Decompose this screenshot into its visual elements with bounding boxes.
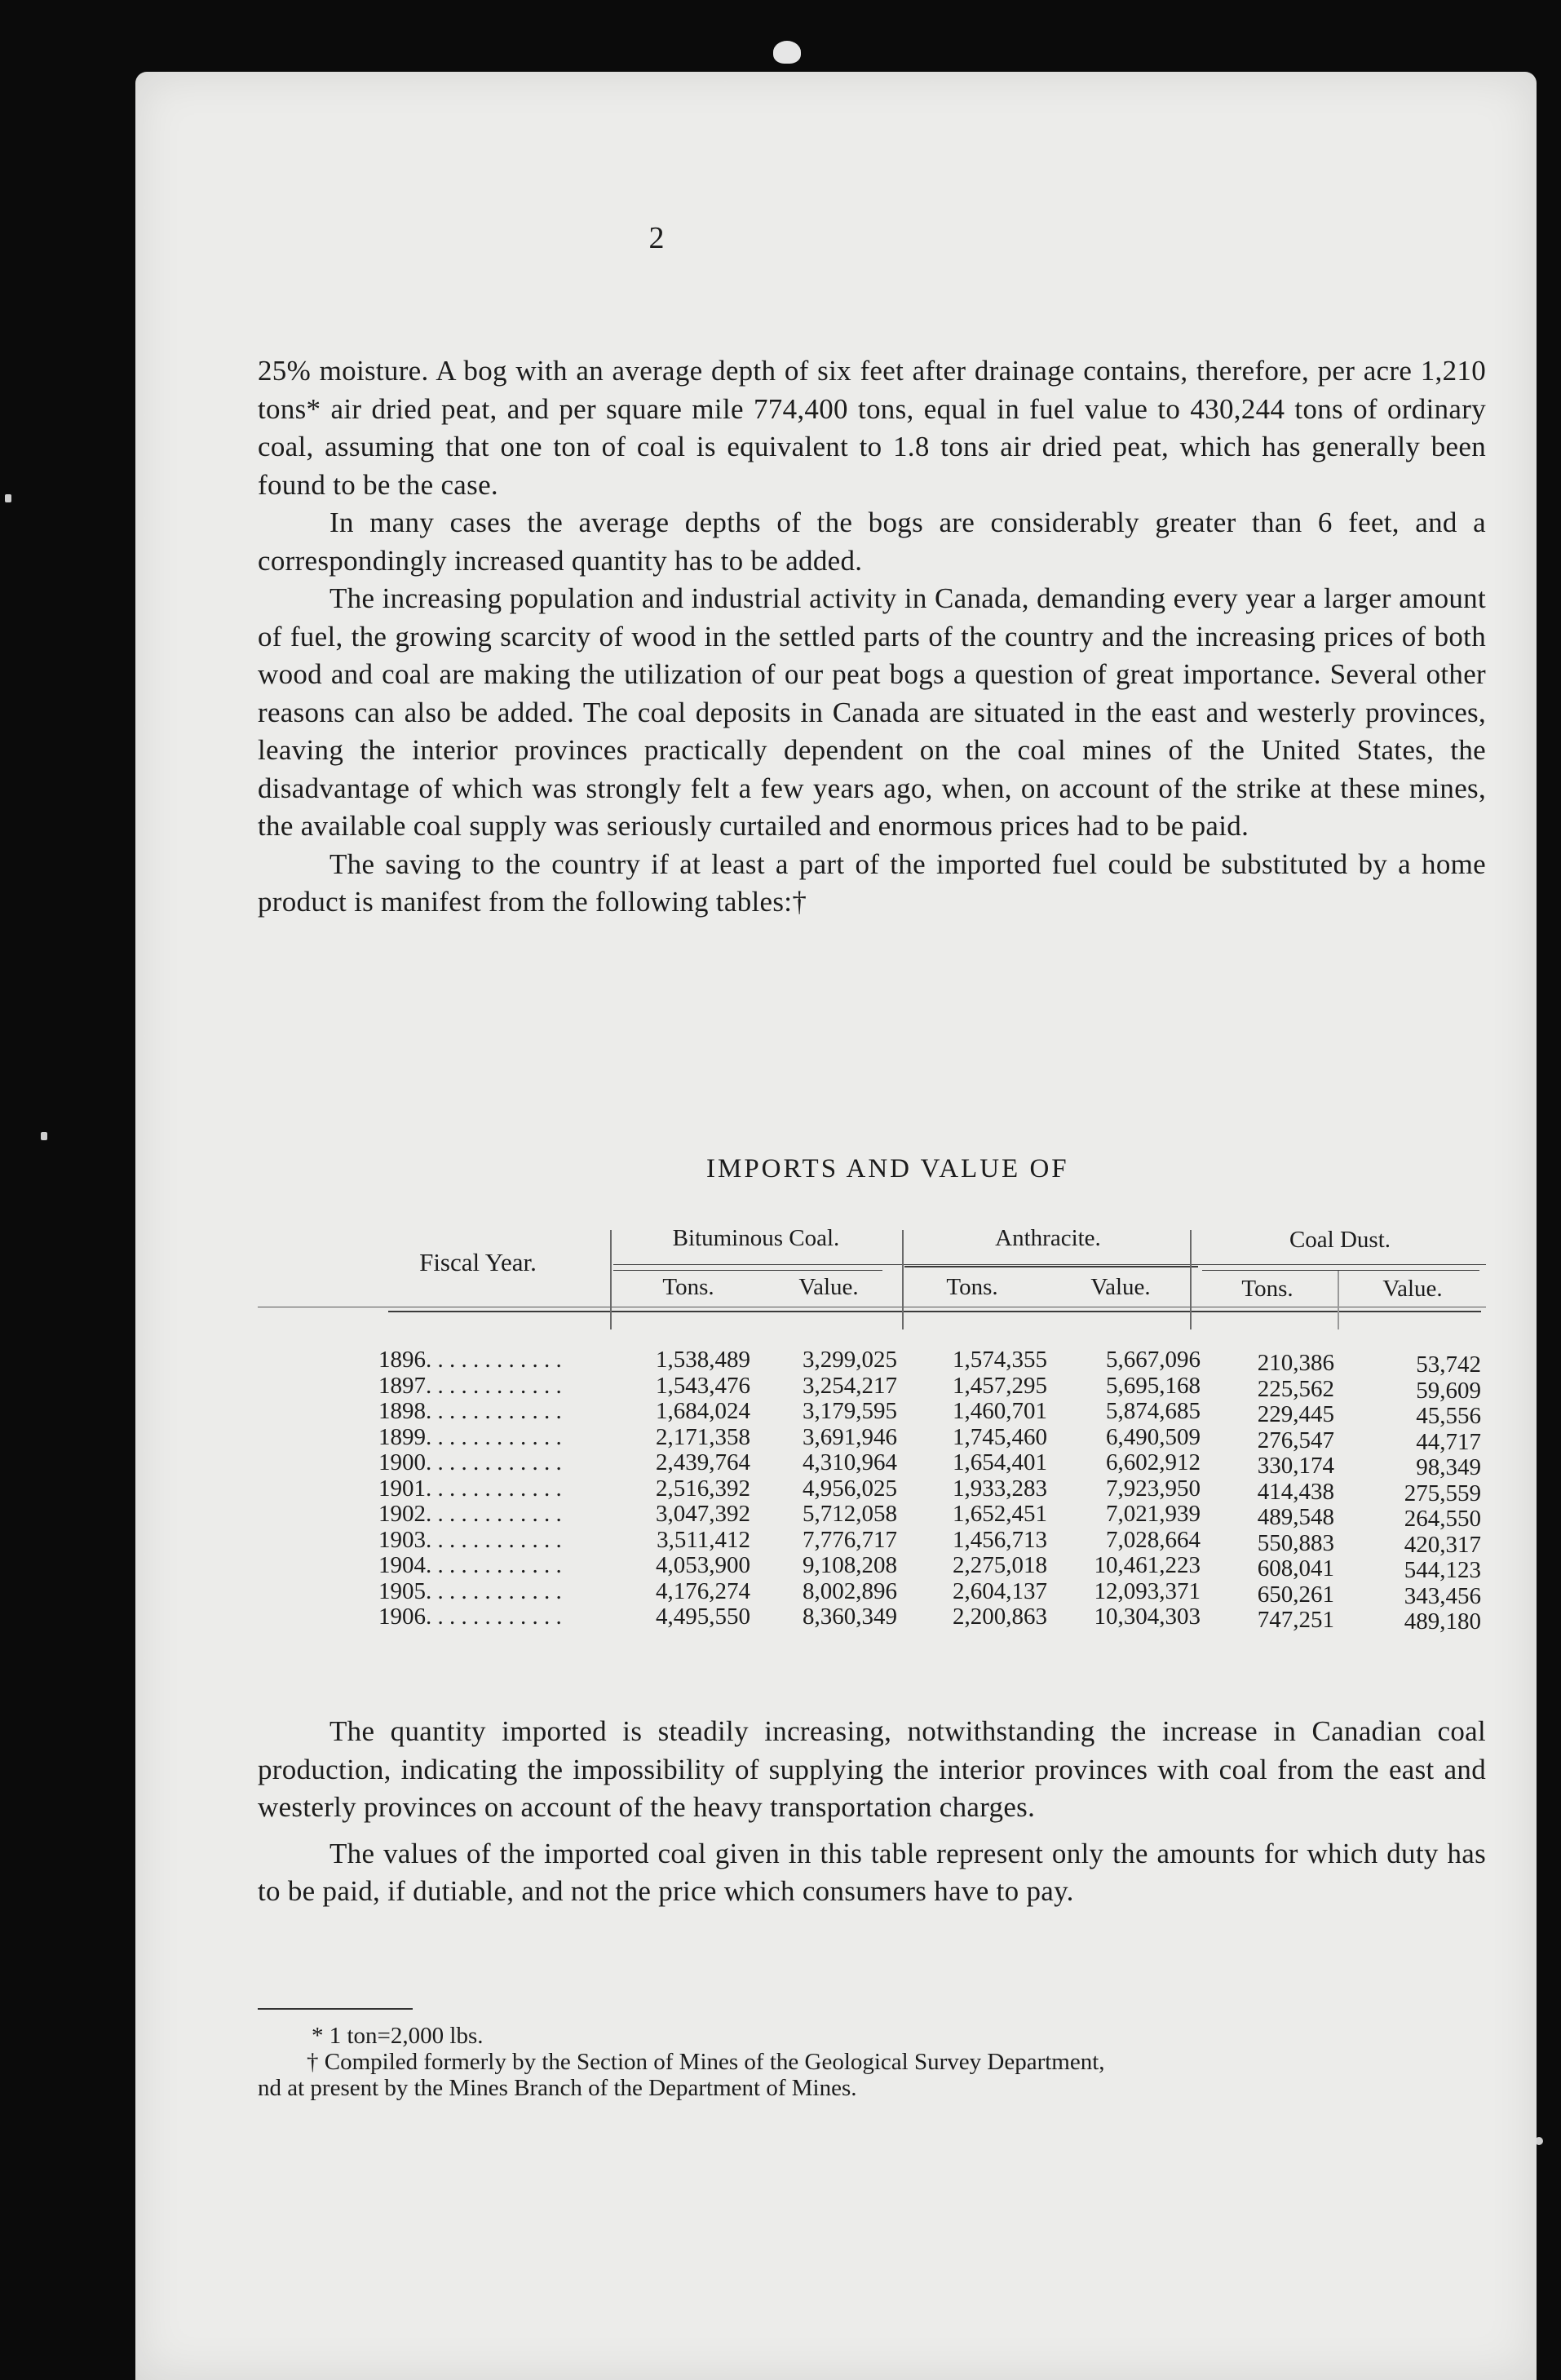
table-cell: 3,254,217: [803, 1372, 897, 1399]
table-cell: 544,123: [1404, 1557, 1481, 1583]
table-cell: 414,438: [1257, 1478, 1334, 1505]
imports-table: [258, 1215, 1486, 1656]
group-header-coal-dust: Coal Dust.: [1289, 1227, 1391, 1253]
table-cell: 1,538,489: [656, 1347, 750, 1373]
table-cell: 4,495,550: [656, 1604, 750, 1630]
table-cell: 343,456: [1404, 1582, 1481, 1609]
subheader-coal-dust-value: Value.: [1382, 1276, 1443, 1302]
table-cell: 8,360,349: [803, 1604, 897, 1630]
table-cell: 3,691,946: [803, 1423, 897, 1450]
table-cell: 8,002,896: [803, 1577, 897, 1604]
table-cell: 10,304,303: [1094, 1604, 1201, 1630]
table-cell: 275,559: [1404, 1480, 1481, 1506]
table-rule: [1202, 1270, 1479, 1271]
footnote-ton: * 1 ton=2,000 lbs.: [312, 2023, 484, 2049]
year-cell: 1899. . . . . . . . . . . .: [378, 1423, 562, 1450]
table-cell: 2,439,764: [656, 1449, 750, 1475]
column-divider: [610, 1230, 612, 1329]
table-cell: 1,684,024: [656, 1398, 750, 1424]
year-cell: 1904. . . . . . . . . . . .: [378, 1552, 562, 1578]
year-cell: 1903. . . . . . . . . . . .: [378, 1526, 562, 1553]
table-cell: 7,923,950: [1106, 1475, 1201, 1502]
table-cell: 1,654,401: [953, 1449, 1047, 1475]
table-cell: 330,174: [1257, 1453, 1334, 1479]
footnote-divider: [258, 2008, 413, 2010]
table-cell: 4,956,025: [803, 1475, 897, 1502]
table-cell: 44,717: [1416, 1428, 1481, 1455]
table-cell: 1,745,460: [953, 1423, 1047, 1450]
table-cell: 5,712,058: [803, 1501, 897, 1527]
table-cell: 6,602,912: [1106, 1449, 1201, 1475]
table-cell: 59,609: [1416, 1377, 1481, 1404]
table-rule: [904, 1266, 1198, 1267]
coal-dust-tons-column: [1204, 1351, 1334, 1634]
film-hole-mark: [773, 41, 801, 64]
table-cell: 6,490,509: [1106, 1423, 1201, 1450]
table-cell: 1,574,355: [953, 1347, 1047, 1373]
table-cell: 5,695,168: [1106, 1372, 1201, 1399]
table-cell: 3,511,412: [657, 1526, 750, 1553]
anthracite-value-column: [1049, 1347, 1201, 1630]
table-cell: 1,457,295: [953, 1372, 1047, 1399]
table-cell: 2,516,392: [656, 1475, 750, 1502]
footnotes: [258, 2023, 1486, 2101]
table-cell: 7,776,717: [803, 1526, 897, 1553]
table-cell: 264,550: [1404, 1506, 1481, 1532]
paragraph: The increasing population and industrial activity in Canada, demanding every year a larger amount of fuel, the growing scarcity of wood in the settled parts of the country and the increasing prices of both wood and coal are making the utilization of our peat bogs a question of great importance. Several other reasons can also be added. The coal deposits in Canada are situated in the east and westerly provinces, leaving the interior provinces practically dependent on the coal mines of the United States, the disadvantage of which was strongly felt a few years ago, when, on account of the strike at these mines, the available coal supply was seriously curtailed and enormous prices had to be paid.: [258, 582, 1486, 842]
table-cell: 9,108,208: [803, 1552, 897, 1578]
table-cell: 489,548: [1257, 1504, 1334, 1530]
year-cell: 1898. . . . . . . . . . . .: [378, 1398, 562, 1424]
subheader-anthracite-value: Value.: [1090, 1274, 1151, 1300]
table-cell: 45,556: [1416, 1403, 1481, 1429]
table-cell: 2,604,137: [953, 1577, 1047, 1604]
table-cell: 225,562: [1257, 1375, 1334, 1402]
year-cell: 1900. . . . . . . . . . . .: [378, 1449, 562, 1475]
table-cell: 3,299,025: [803, 1347, 897, 1373]
anthracite-tons-column: [900, 1347, 1047, 1630]
margin-speck: [5, 494, 11, 502]
table-cell: 1,456,713: [953, 1526, 1047, 1553]
body-text-bottom: [258, 1713, 1486, 1911]
year-cell: 1902. . . . . . . . . . . .: [378, 1501, 562, 1527]
table-cell: 420,317: [1404, 1531, 1481, 1558]
table-cell: 98,349: [1416, 1454, 1481, 1480]
paragraph: 25% moisture. A bog with an average depth of six feet after drainage contains, therefore, per acre 1,210 tons* air dried peat, and per square mile 774,400 tons, equal in fuel value to 430,244 tons of ordinary coal, assuming that one ton of coal is equivalent to 1.8 tons air dried peat, which has generally been found to be the case.: [258, 355, 1486, 501]
table-cell: 550,883: [1257, 1529, 1334, 1556]
table-cell: 12,093,371: [1094, 1577, 1201, 1604]
table-cell: 650,261: [1257, 1581, 1334, 1608]
table-cell: 53,742: [1416, 1351, 1481, 1378]
table-cell: 4,053,900: [656, 1552, 750, 1578]
table-cell: 210,386: [1257, 1350, 1334, 1376]
subheader-coal-dust-tons: Tons.: [1241, 1276, 1293, 1302]
footnote-source: † Compiled formerly by the Section of Mines of the Geological Survey Department,: [307, 2049, 1105, 2075]
table-cell: 608,041: [1257, 1555, 1334, 1582]
paragraph: The saving to the country if at least a part of the imported fuel could be substituted by a home product is manifest from the following tables:†: [258, 847, 1486, 918]
table-cell: 1,652,451: [953, 1501, 1047, 1527]
year-cell: 1901. . . . . . . . . . . .: [378, 1475, 562, 1502]
table-cell: 10,461,223: [1094, 1552, 1201, 1578]
table-cell: 7,028,664: [1106, 1526, 1201, 1553]
bituminous-value-column: [752, 1347, 897, 1630]
fiscal-year-header: Fiscal Year.: [419, 1248, 537, 1276]
table-cell: 747,251: [1257, 1607, 1334, 1633]
table-rule: [613, 1264, 1486, 1265]
group-header-bituminous: Bituminous Coal.: [672, 1225, 840, 1251]
table-cell: 2,171,358: [656, 1423, 750, 1450]
paragraph: The quantity imported is steadily increasing, notwithstanding the increase in Canadian coal production, indicating the impossibility of supplying the interior provinces with coal from the east and westerly provinces on account of the heavy transportation charges.: [258, 1715, 1486, 1823]
table-cell: 1,460,701: [953, 1398, 1047, 1424]
subheader-bituminous-tons: Tons.: [662, 1274, 714, 1300]
table-cell: 1,933,283: [953, 1475, 1047, 1502]
paragraph: In many cases the average depths of the bogs are considerably greater than 6 feet, and a correspondingly increased quantity has to be added.: [258, 507, 1486, 577]
year-cell: 1905. . . . . . . . . . . .: [378, 1577, 562, 1604]
table-caption: IMPORTS AND VALUE OF: [706, 1154, 1069, 1183]
subheader-bituminous-value: Value.: [798, 1274, 859, 1300]
table-cell: 229,445: [1257, 1401, 1334, 1427]
bituminous-tons-column: [613, 1347, 750, 1630]
coal-dust-value-column: [1344, 1352, 1481, 1635]
table-rule: [388, 1311, 1481, 1312]
table-cell: 4,310,964: [803, 1449, 897, 1475]
year-cell: 1906. . . . . . . . . . . .: [378, 1604, 562, 1630]
margin-speck: [41, 1132, 47, 1140]
table-cell: 3,179,595: [803, 1398, 897, 1424]
table-rule: [613, 1270, 882, 1271]
table-cell: 4,176,274: [656, 1577, 750, 1604]
table-cell: 276,547: [1257, 1427, 1334, 1453]
table-cell: 7,021,939: [1106, 1501, 1201, 1527]
table-cell: 2,200,863: [953, 1604, 1047, 1630]
fiscal-year-column: [378, 1347, 615, 1630]
table-cell: 1,543,476: [656, 1372, 750, 1399]
footnote-source-continued: nd at present by the Mines Branch of the Department of Mines.: [258, 2075, 857, 2101]
table-cell: 5,667,096: [1106, 1347, 1201, 1373]
table-cell: 2,275,018: [953, 1552, 1047, 1578]
subheader-anthracite-tons: Tons.: [946, 1274, 998, 1300]
table-cell: 489,180: [1404, 1608, 1481, 1635]
table-cell: 5,874,685: [1106, 1398, 1201, 1424]
paragraph: The values of the imported coal given in this table represent only the amounts for which duty has to be paid, if dutiable, and not the price which consumers have to pay.: [258, 1837, 1486, 1907]
year-cell: 1896. . . . . . . . . . . .: [378, 1347, 562, 1373]
table-cell: 3,047,392: [656, 1501, 750, 1527]
year-cell: 1897. . . . . . . . . . . .: [378, 1372, 562, 1399]
body-text-top: [258, 352, 1486, 922]
page-number: 2: [648, 221, 665, 255]
group-header-anthracite: Anthracite.: [995, 1225, 1101, 1251]
